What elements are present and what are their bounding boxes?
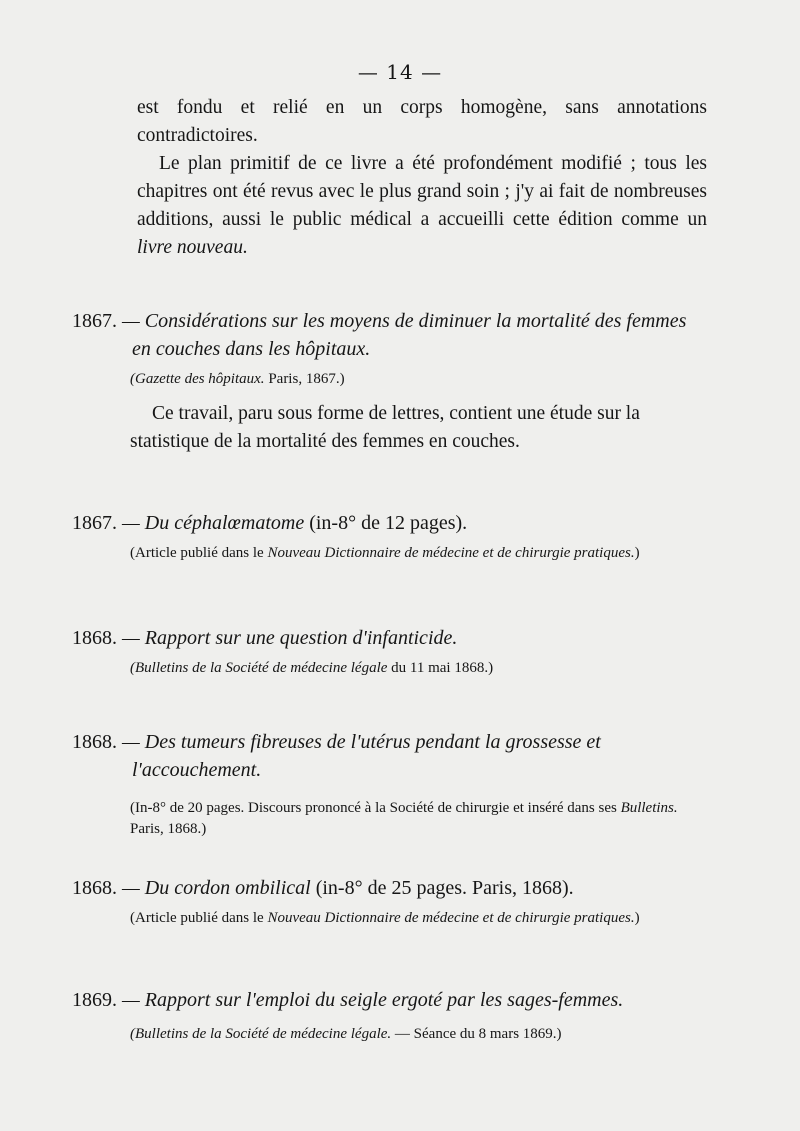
entry-note-rest: ) bbox=[634, 910, 640, 926]
entry-heading bbox=[72, 624, 708, 652]
entry-year: 1868. bbox=[72, 627, 117, 649]
entry-note-rest: ) bbox=[634, 545, 640, 561]
entry-note-source: (Gazette des hôpitaux. bbox=[130, 371, 265, 387]
page-number: — 14 — bbox=[357, 60, 443, 84]
entry-title: — Du céphalœmatome bbox=[122, 512, 305, 534]
entry-title: — Rapport sur l'emploi du seigle ergoté par les sages-femmes. bbox=[122, 989, 624, 1011]
entry-title-rest: (in-8° de 12 pages). bbox=[309, 512, 468, 534]
entry-note-source: Nouveau Dictionnaire de médecine et de chirurgie pratiques. bbox=[267, 545, 635, 561]
entry-note-source: (Bulletins de la Société de médecine légale bbox=[130, 660, 388, 676]
bibliography-entry bbox=[72, 509, 708, 564]
intro-paragraph-1 bbox=[137, 94, 707, 150]
entry-note bbox=[72, 1024, 708, 1045]
entry-heading bbox=[72, 874, 708, 902]
intro-text-1: est fondu et relié en un corps homogène, sans annotations contradictoires. bbox=[137, 97, 707, 146]
entry-note-pre: (Article publié dans le bbox=[130, 545, 264, 561]
entry-title-rest: (in-8° de 25 pages. Paris, 1868). bbox=[315, 877, 574, 899]
entry-heading bbox=[72, 986, 708, 1014]
bibliography-entry bbox=[72, 874, 708, 929]
entry-note-source: (Bulletins de la Société de médecine légale. bbox=[130, 1026, 392, 1042]
entry-year: 1868. bbox=[72, 877, 117, 899]
intro-text-2: Le plan primitif de ce livre a été profondément modifié ; tous les chapitres ont été revus avec le plus grand soin ; j'y ai fait de nombreuses additions, aussi le public médical a accueilli cette édition comme un bbox=[137, 153, 707, 230]
entry-note bbox=[72, 798, 708, 840]
entry-note bbox=[72, 369, 708, 390]
intro-paragraph-2 bbox=[137, 150, 707, 262]
entry-note-source: Bulletins. bbox=[620, 800, 678, 816]
entry-heading bbox=[72, 509, 708, 537]
bibliography-entry bbox=[72, 624, 708, 679]
entry-year: 1867. bbox=[72, 512, 117, 534]
entry-note bbox=[72, 658, 708, 679]
entry-note-rest: Paris, 1867.) bbox=[268, 371, 345, 387]
entry-title: — Considérations sur les moyens de diminuer la mortalité des femmes en couches dans les hôpitaux. bbox=[122, 310, 687, 360]
bibliography-entry bbox=[72, 728, 708, 840]
entry-year: 1867. bbox=[72, 310, 117, 332]
entry-note-source: Nouveau Dictionnaire de médecine et de chirurgie pratiques. bbox=[267, 910, 635, 926]
entry-note bbox=[72, 908, 708, 929]
entry-note-rest: du 11 mai 1868.) bbox=[391, 660, 494, 676]
entry-year: 1868. bbox=[72, 731, 117, 753]
entry-note-pre: (In-8° de 20 pages. Discours prononcé à la Société de chirurgie et inséré dans ses bbox=[130, 800, 617, 816]
entry-note-rest: — Séance du 8 mars 1869.) bbox=[394, 1026, 562, 1042]
entry-title: — Du cordon ombilical bbox=[122, 877, 311, 899]
entry-body: Ce travail, paru sous forme de lettres, contient une étude sur la statistique de la mortalité des femmes en couches. bbox=[130, 403, 640, 452]
entry-title: — Rapport sur une question d'infanticide. bbox=[122, 627, 458, 649]
bibliography-entry bbox=[72, 307, 708, 456]
entry-note-rest: Paris, 1868.) bbox=[130, 821, 207, 837]
entry-title: — Des tumeurs fibreuses de l'utérus pendant la grossesse et l'accouchement. bbox=[122, 731, 601, 781]
entry-note bbox=[72, 543, 708, 564]
entry-year: 1869. bbox=[72, 989, 117, 1011]
intro-text-2-italic: livre nouveau. bbox=[137, 237, 248, 258]
bibliography-entry bbox=[72, 986, 708, 1045]
entry-note-pre: (Article publié dans le bbox=[130, 910, 264, 926]
entry-heading bbox=[72, 728, 708, 784]
entry-heading bbox=[72, 307, 708, 363]
